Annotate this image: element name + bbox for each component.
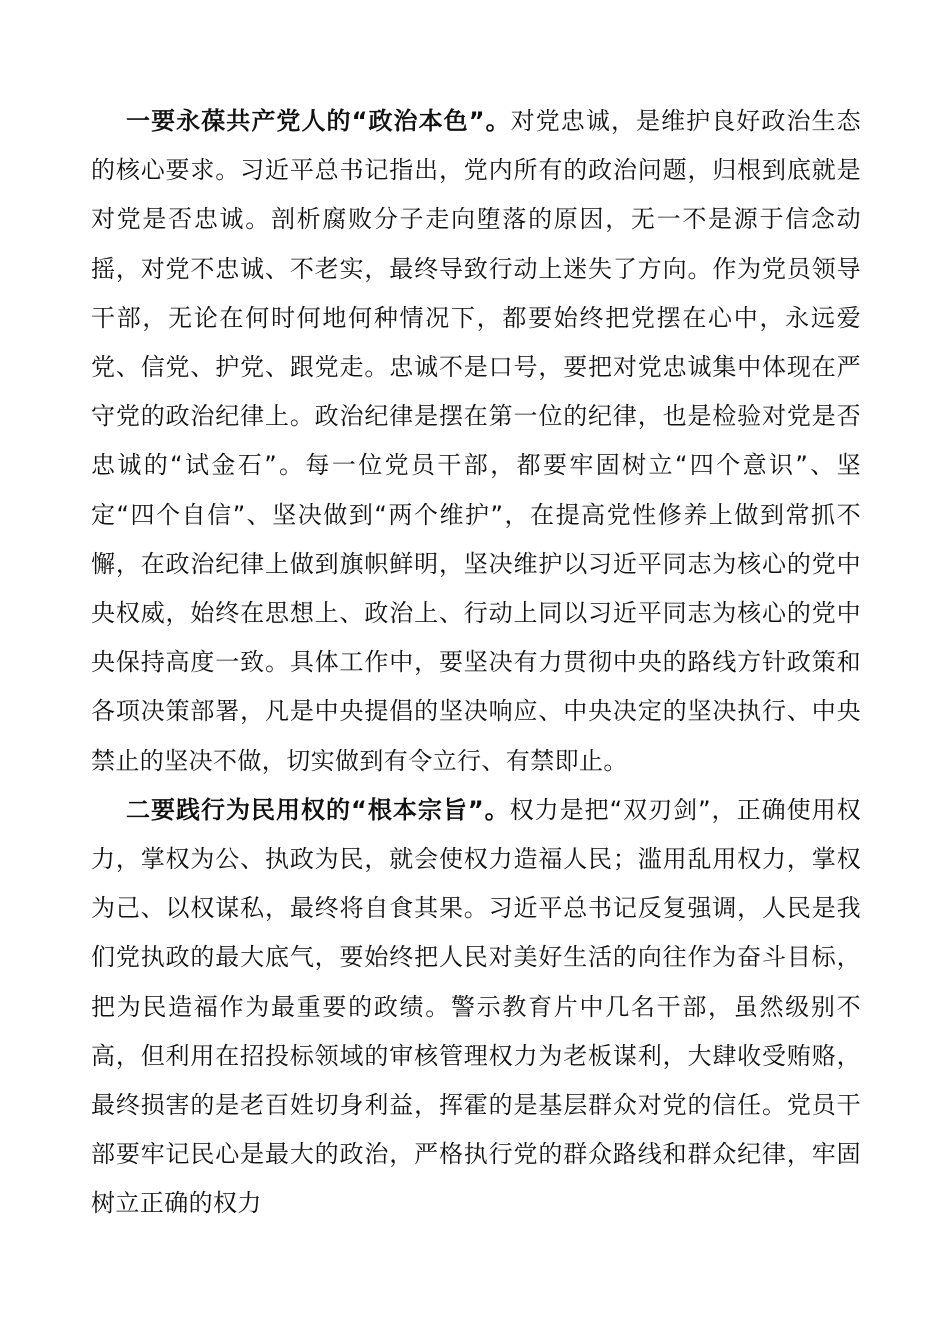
document-page (91, 97, 861, 1229)
paragraph-power-for-people (91, 786, 861, 1229)
paragraph-heading: 二要践行为民用权的“根本宗旨”。 (126, 795, 510, 824)
paragraph-heading: 一要永葆共产党人的“政治本色”。 (126, 107, 511, 135)
paragraph-body: 权力是把“双刃剑”，正确使用权力，掌权为公、执政为民，就会使权力造福人民；滥用乱用权力，掌权为己、以权谋私，最终将自食其果。习近平总书记反复强调，人民是我们党执政的最大底气，要始终把人民对美好生活的向往作为奋斗目标，把为民造福作为最重要的政绩。警示教育片中几名干部，虽然级别不高，但利用在招投标领域的审核管理权力为老板谋利，大肆收受贿赂，最终损害的是老百姓切身利益，挥霍的是基层群众对党的信任。党员干部要牢记民心是最大的政治，严格执行党的群众路线和群众纪律，牢固树立正确的权力 (91, 795, 861, 1218)
paragraph-political-loyalty (91, 97, 861, 786)
paragraph-body: 对党忠诚，是维护良好政治生态的核心要求。习近平总书记指出，党内所有的政治问题，归根到底就是对党是否忠诚。剖析腐败分子走向堕落的原因，无一不是源于信念动摇，对党不忠诚、不老实，最终导致行动上迷失了方向。作为党员领导干部，无论在何时何地何种情况下，都要始终把党摆在心中，永远爱党、信党、护党、跟党走。忠诚不是口号，要把对党忠诚集中体现在严守党的政治纪律上。政治纪律是摆在第一位的纪律，也是检验对党是否忠诚的“试金石”。每一位党员干部，都要牢固树立“四个意识”、坚定“四个自信”、坚决做到“两个维护”，在提高党性修养上做到常抓不懈，在政治纪律上做到旗帜鲜明，坚决维护以习近平同志为核心的党中央权威，始终在思想上、政治上、行动上同以习近平同志为核心的党中央保持高度一致。具体工作中，要坚决有力贯彻中央的路线方针政策和各项决策部署，凡是中央提倡的坚决响应、中央决定的坚决执行、中央禁止的坚决不做，切实做到有令立行、有禁即止。 (91, 107, 861, 775)
